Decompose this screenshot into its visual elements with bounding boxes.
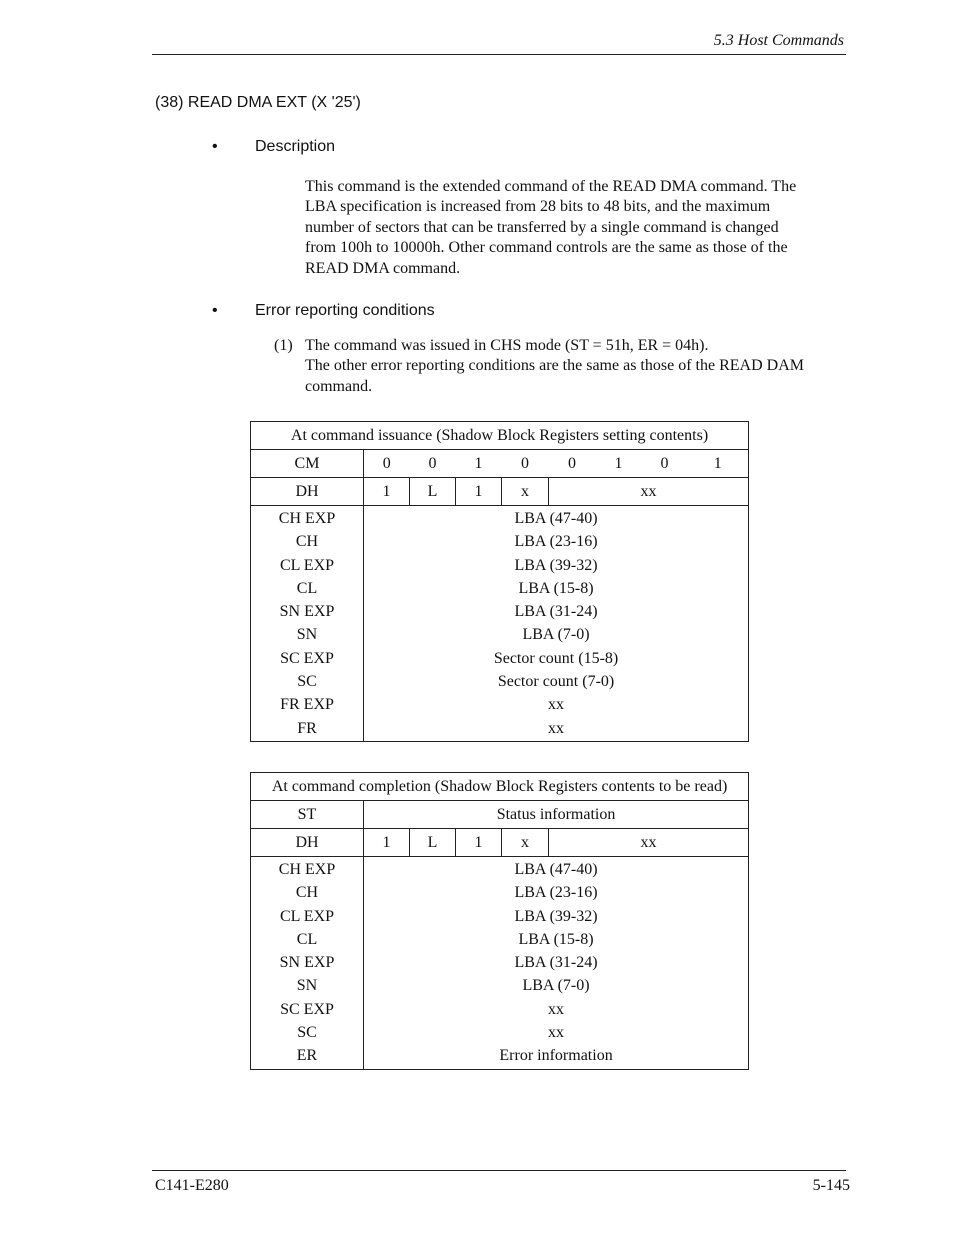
register-value: LBA (47-40)	[514, 861, 598, 878]
register-value: LBA (15-8)	[518, 930, 594, 948]
register-labels	[251, 506, 364, 742]
description-line: LBA specification is increased from 28 bits to 48 bits, and the maximum	[305, 198, 771, 216]
condition-number: (1)	[274, 337, 293, 354]
page-number: 5-145	[812, 1177, 850, 1194]
bullet-icon: •	[212, 138, 218, 155]
dh-bit: 1	[456, 829, 502, 857]
register-label: SN EXP	[279, 954, 335, 972]
table-caption: At command issuance (Shadow Block Registers setting contents)	[251, 422, 749, 450]
cm-bit: 1	[474, 454, 483, 472]
register-label: SC EXP	[280, 1000, 334, 1018]
cm-bit: 0	[521, 454, 529, 472]
error-line: command.	[305, 377, 373, 395]
dh-bit: L	[410, 829, 456, 857]
error-conditions-paragraph	[305, 336, 845, 397]
register-value: xx	[548, 1000, 565, 1018]
register-value: LBA (31-24)	[514, 954, 598, 972]
dh-bit: 1	[456, 478, 502, 506]
footer-rule	[152, 1170, 846, 1171]
running-header: 5.3 Host Commands	[713, 32, 844, 49]
dh-rest: xx	[549, 478, 749, 506]
st-label: ST	[251, 801, 364, 829]
error-line: The command was issued in CHS mode (ST = 51h, ER = 04h).	[305, 337, 709, 354]
bullet-icon: •	[212, 302, 218, 319]
register-label: CL EXP	[279, 907, 335, 925]
register-labels	[251, 857, 364, 1070]
register-value: Sector count (15-8)	[493, 649, 619, 667]
dh-label: DH	[251, 829, 364, 857]
dh-bit: L	[410, 478, 456, 506]
register-value: LBA (23-16)	[514, 884, 598, 902]
dh-bit: x	[502, 829, 549, 857]
register-value: LBA (39-32)	[514, 907, 598, 925]
register-value: LBA (31-24)	[514, 603, 598, 621]
header-rule	[152, 54, 846, 55]
register-value: LBA (39-32)	[514, 556, 598, 574]
description-line: from 100h to 10000h. Other command controls are the same as those of the	[305, 239, 788, 257]
dh-bit: 1	[364, 478, 410, 506]
register-label: SN	[296, 977, 318, 995]
register-values	[364, 506, 749, 742]
table-caption: At command completion (Shadow Block Registers contents to be read)	[251, 773, 749, 801]
register-value: xx	[548, 1024, 565, 1042]
dh-rest: xx	[549, 829, 749, 857]
register-value: LBA (7-0)	[522, 626, 590, 644]
description-line: READ DMA command.	[305, 259, 461, 277]
register-value: LBA (7-0)	[522, 977, 590, 995]
register-label: CH EXP	[278, 861, 336, 878]
error-line: The other error reporting conditions are the same as those of the READ DAM	[305, 357, 804, 375]
cm-bit: 0	[382, 454, 391, 472]
register-value: LBA (47-40)	[514, 510, 598, 527]
register-value: xx	[548, 696, 565, 714]
dh-bit: 1	[364, 829, 410, 857]
description-line: number of sectors that can be transferred by a single command is changed	[305, 218, 779, 236]
description-heading: Description	[255, 138, 336, 155]
register-label: SC EXP	[280, 649, 334, 667]
register-label: SN EXP	[279, 603, 335, 621]
st-value: Status information	[364, 801, 749, 829]
cm-bit: 0	[660, 454, 669, 472]
register-label: CL EXP	[279, 556, 335, 574]
register-value: Sector count (7-0)	[497, 673, 615, 691]
register-values	[364, 857, 749, 1070]
description-paragraph	[305, 177, 845, 279]
cm-bit: 1	[614, 454, 623, 472]
register-label: CH	[295, 884, 319, 902]
register-value: xx	[548, 719, 565, 737]
register-value: LBA (23-16)	[514, 533, 598, 551]
register-label: SC	[297, 673, 317, 691]
register-label: CH	[295, 533, 319, 551]
register-label: FR EXP	[280, 696, 334, 714]
register-label: SC	[297, 1024, 317, 1042]
document-id: C141-E280	[155, 1177, 229, 1194]
register-value: Error information	[499, 1047, 613, 1065]
dh-bit: x	[502, 478, 549, 506]
register-label: ER	[296, 1047, 318, 1065]
register-label: FR	[297, 719, 317, 737]
cm-label: CM	[251, 450, 364, 478]
register-label: CL	[296, 579, 318, 597]
completion-register-table	[250, 772, 749, 1070]
section-title: (38) READ DMA EXT (X '25')	[155, 94, 361, 111]
cm-bit: 1	[688, 450, 749, 478]
register-label: CH EXP	[278, 510, 336, 527]
cm-bit: 0	[428, 454, 437, 472]
dh-label: DH	[251, 478, 364, 506]
error-conditions-heading: Error reporting conditions	[255, 302, 435, 319]
description-line: This command is the extended command of the READ DMA command. The	[305, 178, 797, 195]
register-label: SN	[296, 626, 318, 644]
cm-bit: 0	[568, 454, 576, 472]
register-value: LBA (15-8)	[518, 579, 594, 597]
issuance-register-table	[250, 421, 749, 742]
register-label: CL	[296, 930, 318, 948]
